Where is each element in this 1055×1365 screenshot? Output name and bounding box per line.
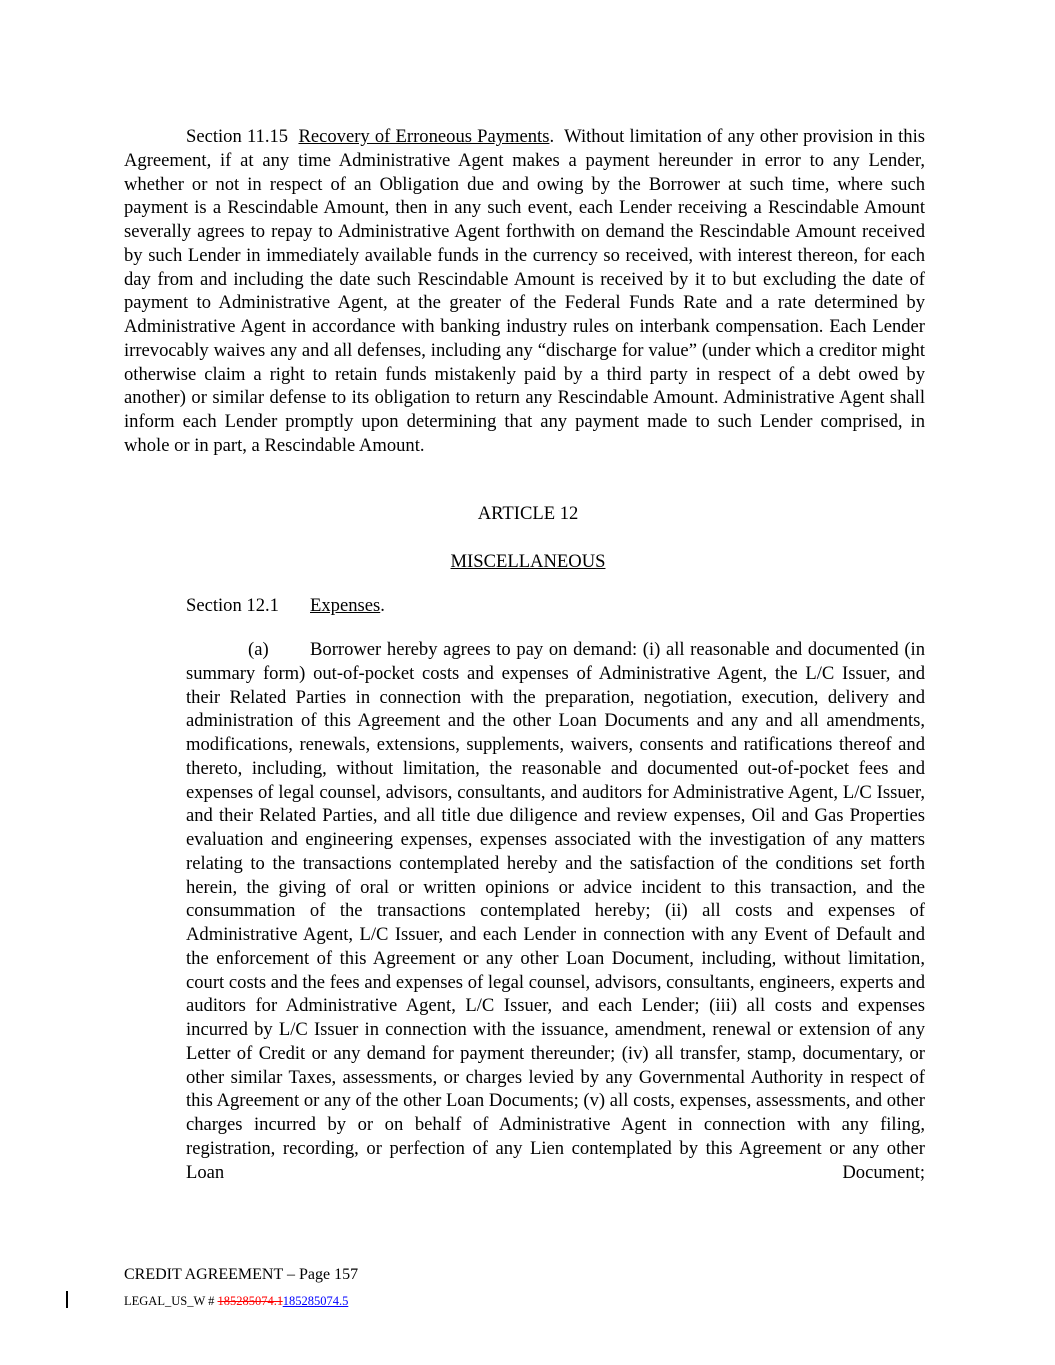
footer-deleted-id: 185285074.1 [217,1294,283,1308]
section-12-1-title: Expenses [310,595,381,616]
section-11-15-number: Section 11.15 [186,126,289,147]
article-number: ARTICLE 12 [477,503,579,524]
paragraph-a [186,638,925,1184]
article-title-text: MISCELLANEOUS [450,551,606,572]
footer-page-title: CREDIT AGREEMENT – Page 157 [124,1266,359,1283]
section-12-1-number: Section 12.1 [186,595,279,616]
footer-document-id [124,1293,348,1309]
section-11-15-title: Recovery of Erroneous Payments [298,126,550,147]
paragraph-a-label: (a) [248,639,269,660]
section-11-15-body: Without limitation of any other provision in this Agreement, if at any time Administrative Agent makes a payment hereunder in error to any Lender, whether or not in respect of an Obligation due and owing by the Borrower at such time, where such payment is a Rescindable Amount, then in any such event, each Lender receiving a Rescindable Amount severally agrees to repay to Administrative Agent forthwith on demand the Rescindable Amount received by such Lender in immediately available funds in the currency so received, with interest thereon, for each day from and including the date such Rescindable Amount is received by it to but excluding the date of payment to Administrative Agent, at the greater of the Federal Funds Rate and a rate determined by Administrative Agent in accordance with banking industry rules on interbank compensation. Each Lender irrevocably waives any and all defenses, including any “discharge for value” (under which a creditor might otherwise claim a right to retain funds mistakenly paid by a third party in respect of a debt owed by another) or similar defense to its obligation to return any Rescindable Amount. Administrative Agent shall inform each Lender promptly upon determining that any payment made to such Lender comprised, in whole or in part, a Rescindable Amount. [124,126,926,456]
article-title [124,550,932,574]
footer-inserted-id: 185285074.5 [282,1294,349,1308]
footer-id-prefix: LEGAL_US_W # [124,1294,218,1308]
paragraph-a-body: Borrower hereby agrees to pay on demand: (i) all reasonable and documented (in summary form) out-of-pocket costs and expenses of Administrative Agent, the L/C Issuer, and their Related Parties in connection with the preparation, negotiation, execution, delivery and administration of this Agreement and the other Loan Documents and any and all amendments, modifications, renewals, extensions, supplements, waivers, consents and ratifications thereof and thereto, including, without limitation, the reasonable and documented out-of-pocket fees and expenses of legal counsel, advisors, consultants, and auditors for Administrative Agent, L/C Issuer, and their Related Parties, and all title due diligence and review expenses, Oil and Gas Properties evaluation and engineering expenses, expenses associated with the investigation of any matters relating to the transactions contemplated hereby and the satisfaction of the conditions set forth herein, the giving of oral or written opinions or advice incident to this transaction, and the consummation of the transactions contemplated hereby; (ii) all costs and expenses of Administrative Agent, L/C Issuer, and each Lender in connection with any Event of Default and the enforcement of this Agreement or any other Loan Document, including, without limitation, court costs and the fees and expenses of legal counsel, advisors, consultants, engineers, experts and auditors for Administrative Agent, L/C Issuer, and each Lender; (iii) all costs and expenses incurred by L/C Issuer in connection with the issuance, amendment, renewal or extension of any Letter of Credit or any demand for payment thereunder; (iv) all transfer, stamp, documentary, or other similar Taxes, assessments, or charges levied by any Governmental Authority in respect of this Agreement or any of the other Loan Documents; (v) all costs, expenses, assessments, and other charges incurred by or on behalf of Administrative Agent in connection with any filing, registration, recording, or perfection of any Lien contemplated by this Agreement or any other Loan Document; [186,639,925,1183]
section-12-1-title-end: . [380,595,385,616]
section-12-1-heading [186,594,385,618]
section-11-15-title-end: . [549,126,555,147]
section-11-15-paragraph [124,125,925,458]
revision-change-bar [66,1291,68,1308]
